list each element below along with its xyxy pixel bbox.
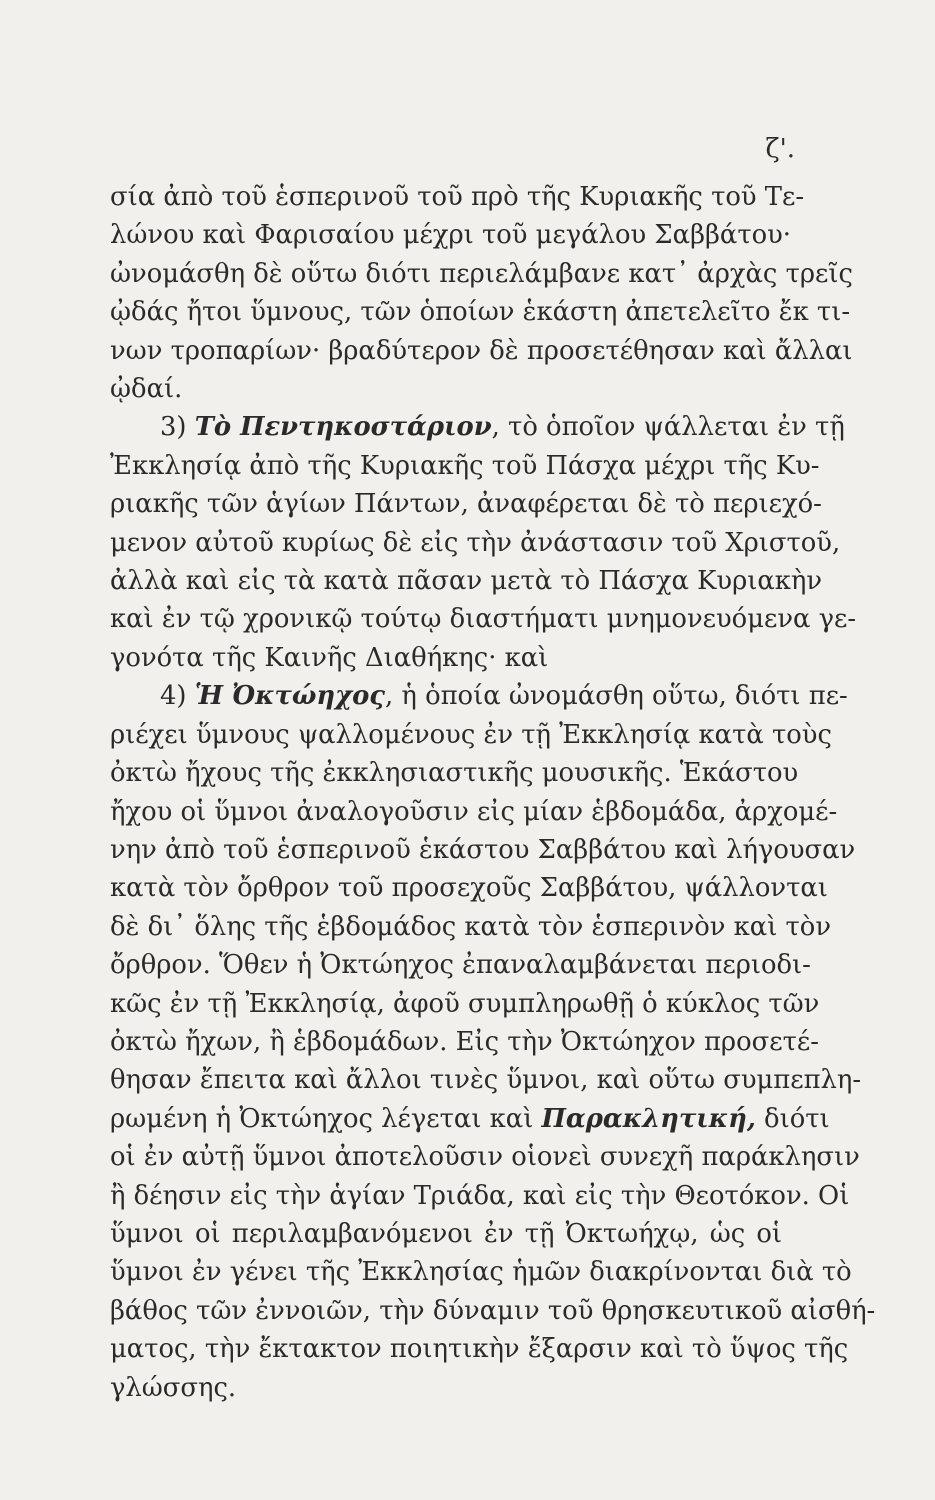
text-fragment: , τὸ ὁποῖον ψάλλεται ἐν τῇ <box>491 412 845 443</box>
text-line: καὶ ἐν τῷ χρονικῷ τούτῳ διαστήματι μνημονευόμενα γε- <box>110 604 857 635</box>
text-line <box>110 1100 830 1138</box>
text-line: λώνου καὶ Φαρισαίου μέχρι τοῦ μεγάλου Σαββάτου· <box>110 220 791 251</box>
text-fragment: διότι <box>755 1103 830 1134</box>
item-number: 4) <box>160 681 187 712</box>
text-line: ἤχου οἱ ὕμνοι ἀναλογοῦσιν εἰς μίαν ἑβδομάδα, ἀρχομέ- <box>110 796 838 827</box>
text-line: ὠνομάσθη δὲ οὕτω διότι περιελάμβανε κατ᾽ ἀρχὰς τρεῖς <box>110 258 853 289</box>
text-line: βάθος τῶν ἐννοιῶν, τὴν δύναμιν τοῦ θρησκευτικοῦ αἰσθή- <box>110 1295 876 1326</box>
text-line: ὀκτὼ ἤχους τῆς ἐκκλησιαστικῆς μουσικῆς. Ἑκάστου <box>110 758 799 789</box>
text-fragment: ρωμένη ἡ Ὀκτώηχος λέγεται καὶ <box>110 1103 542 1134</box>
text-line: ἢ δέησιν εἰς τὴν ἁγίαν Τριάδα, καὶ εἰς τὴν Θεοτόκον. Οἱ <box>110 1180 850 1211</box>
text-line: ᾠδαί. <box>110 374 183 405</box>
text-line: ᾠδάς ἤτοι ὕμνους, τῶν ὁποίων ἑκάστη ἀπετελεῖτο ἔκ τι- <box>110 297 851 328</box>
text-line: σία ἀπὸ τοῦ ἑσπερινοῦ τοῦ πρὸ τῆς Κυριακῆς τοῦ Τε- <box>110 182 805 212</box>
text-line: νων τροπαρίων· βραδύτερον δὲ προσετέθησαν καὶ ἄλλαι <box>110 335 853 366</box>
text-line: δὲ δι᾽ ὅλης τῆς ἑβδομάδος κατὰ τὸν ἑσπερινὸν καὶ τὸν <box>110 911 832 942</box>
text-line: κατὰ τὸν ὄρθρον τοῦ προσεχοῦς Σαββάτου, ψάλλονται <box>110 873 828 904</box>
section-title: Ἡ Ὀκτώηχος <box>194 681 386 712</box>
text-line: Ἐκκλησίᾳ ἀπὸ τῆς Κυριακῆς τοῦ Πάσχα μέχρι τῆς Κυ- <box>110 450 820 481</box>
page-number: ζ'. <box>765 134 795 164</box>
emphasized-term: Παρακλητική, <box>541 1103 756 1134</box>
text-line: ὕμνοι οἱ περιλαμβανόμενοι ἐν τῇ Ὀκτωήχῳ, ὡς οἱ <box>110 1218 782 1249</box>
text-line: γονότα τῆς Καινῆς Διαθήκης· καὶ <box>110 642 549 673</box>
text-line: οἱ ἐν αὐτῇ ὕμνοι ἀποτελοῦσιν οἱονεὶ συνεχῆ παράκλησιν <box>110 1142 860 1173</box>
text-line: ὄρθρον. Ὅθεν ἡ Ὀκτώηχος ἐπαναλαμβάνεται περιοδι- <box>110 950 811 981</box>
text-line: ματος, τὴν ἔκτακτον ποιητικὴν ἔξαρσιν καὶ τὸ ὕψος τῆς <box>110 1334 849 1365</box>
paragraph-heading-line <box>110 677 848 715</box>
text-line: θησαν ἔπειτα καὶ ἄλλοι τινὲς ὕμνοι, καὶ οὕτω συμπεπλη- <box>110 1065 862 1096</box>
text-line: ριέχει ὕμνους ψαλλομένους ἐν τῇ Ἐκκλησίᾳ κατὰ τοὺς <box>110 719 832 750</box>
body-text <box>110 178 876 1407</box>
text-line: ὕμνοι ἐν γένει τῆς Ἐκκλησίας ἡμῶν διακρίνονται διὰ τὸ <box>110 1257 852 1288</box>
text-line: νην ἀπὸ τοῦ ἑσπερινοῦ ἑκάστου Σαββάτου καὶ λήγουσαν <box>110 834 856 865</box>
text-line: μενον αὐτοῦ κυρίως δὲ εἰς τὴν ἀνάστασιν τοῦ Χριστοῦ, <box>110 527 841 558</box>
text-line: ριακῆς τῶν ἁγίων Πάντων, ἀναφέρεται δὲ τὸ περιεχό- <box>110 489 822 520</box>
text-line: ὀκτὼ ἤχων, ἢ ἑβδομάδων. Εἰς τὴν Ὀκτώηχον προσετέ- <box>110 1026 819 1057</box>
item-number: 3) <box>160 412 187 443</box>
paragraph-heading-line <box>110 408 845 446</box>
text-fragment: , ἡ ὁποία ὠνομάσθη οὕτω, διότι πε- <box>385 681 848 712</box>
text-line: κῶς ἐν τῇ Ἐκκλησίᾳ, ἀφοῦ συμπληρωθῇ ὁ κύκλος τῶν <box>110 988 820 1019</box>
text-line: γλώσσης. <box>110 1372 237 1403</box>
section-title: Τὸ Πεντηκοστάριον <box>194 412 492 443</box>
text-line: ἀλλὰ καὶ εἰς τὰ κατὰ πᾶσαν μετὰ τὸ Πάσχα Κυριακὴν <box>110 566 823 597</box>
